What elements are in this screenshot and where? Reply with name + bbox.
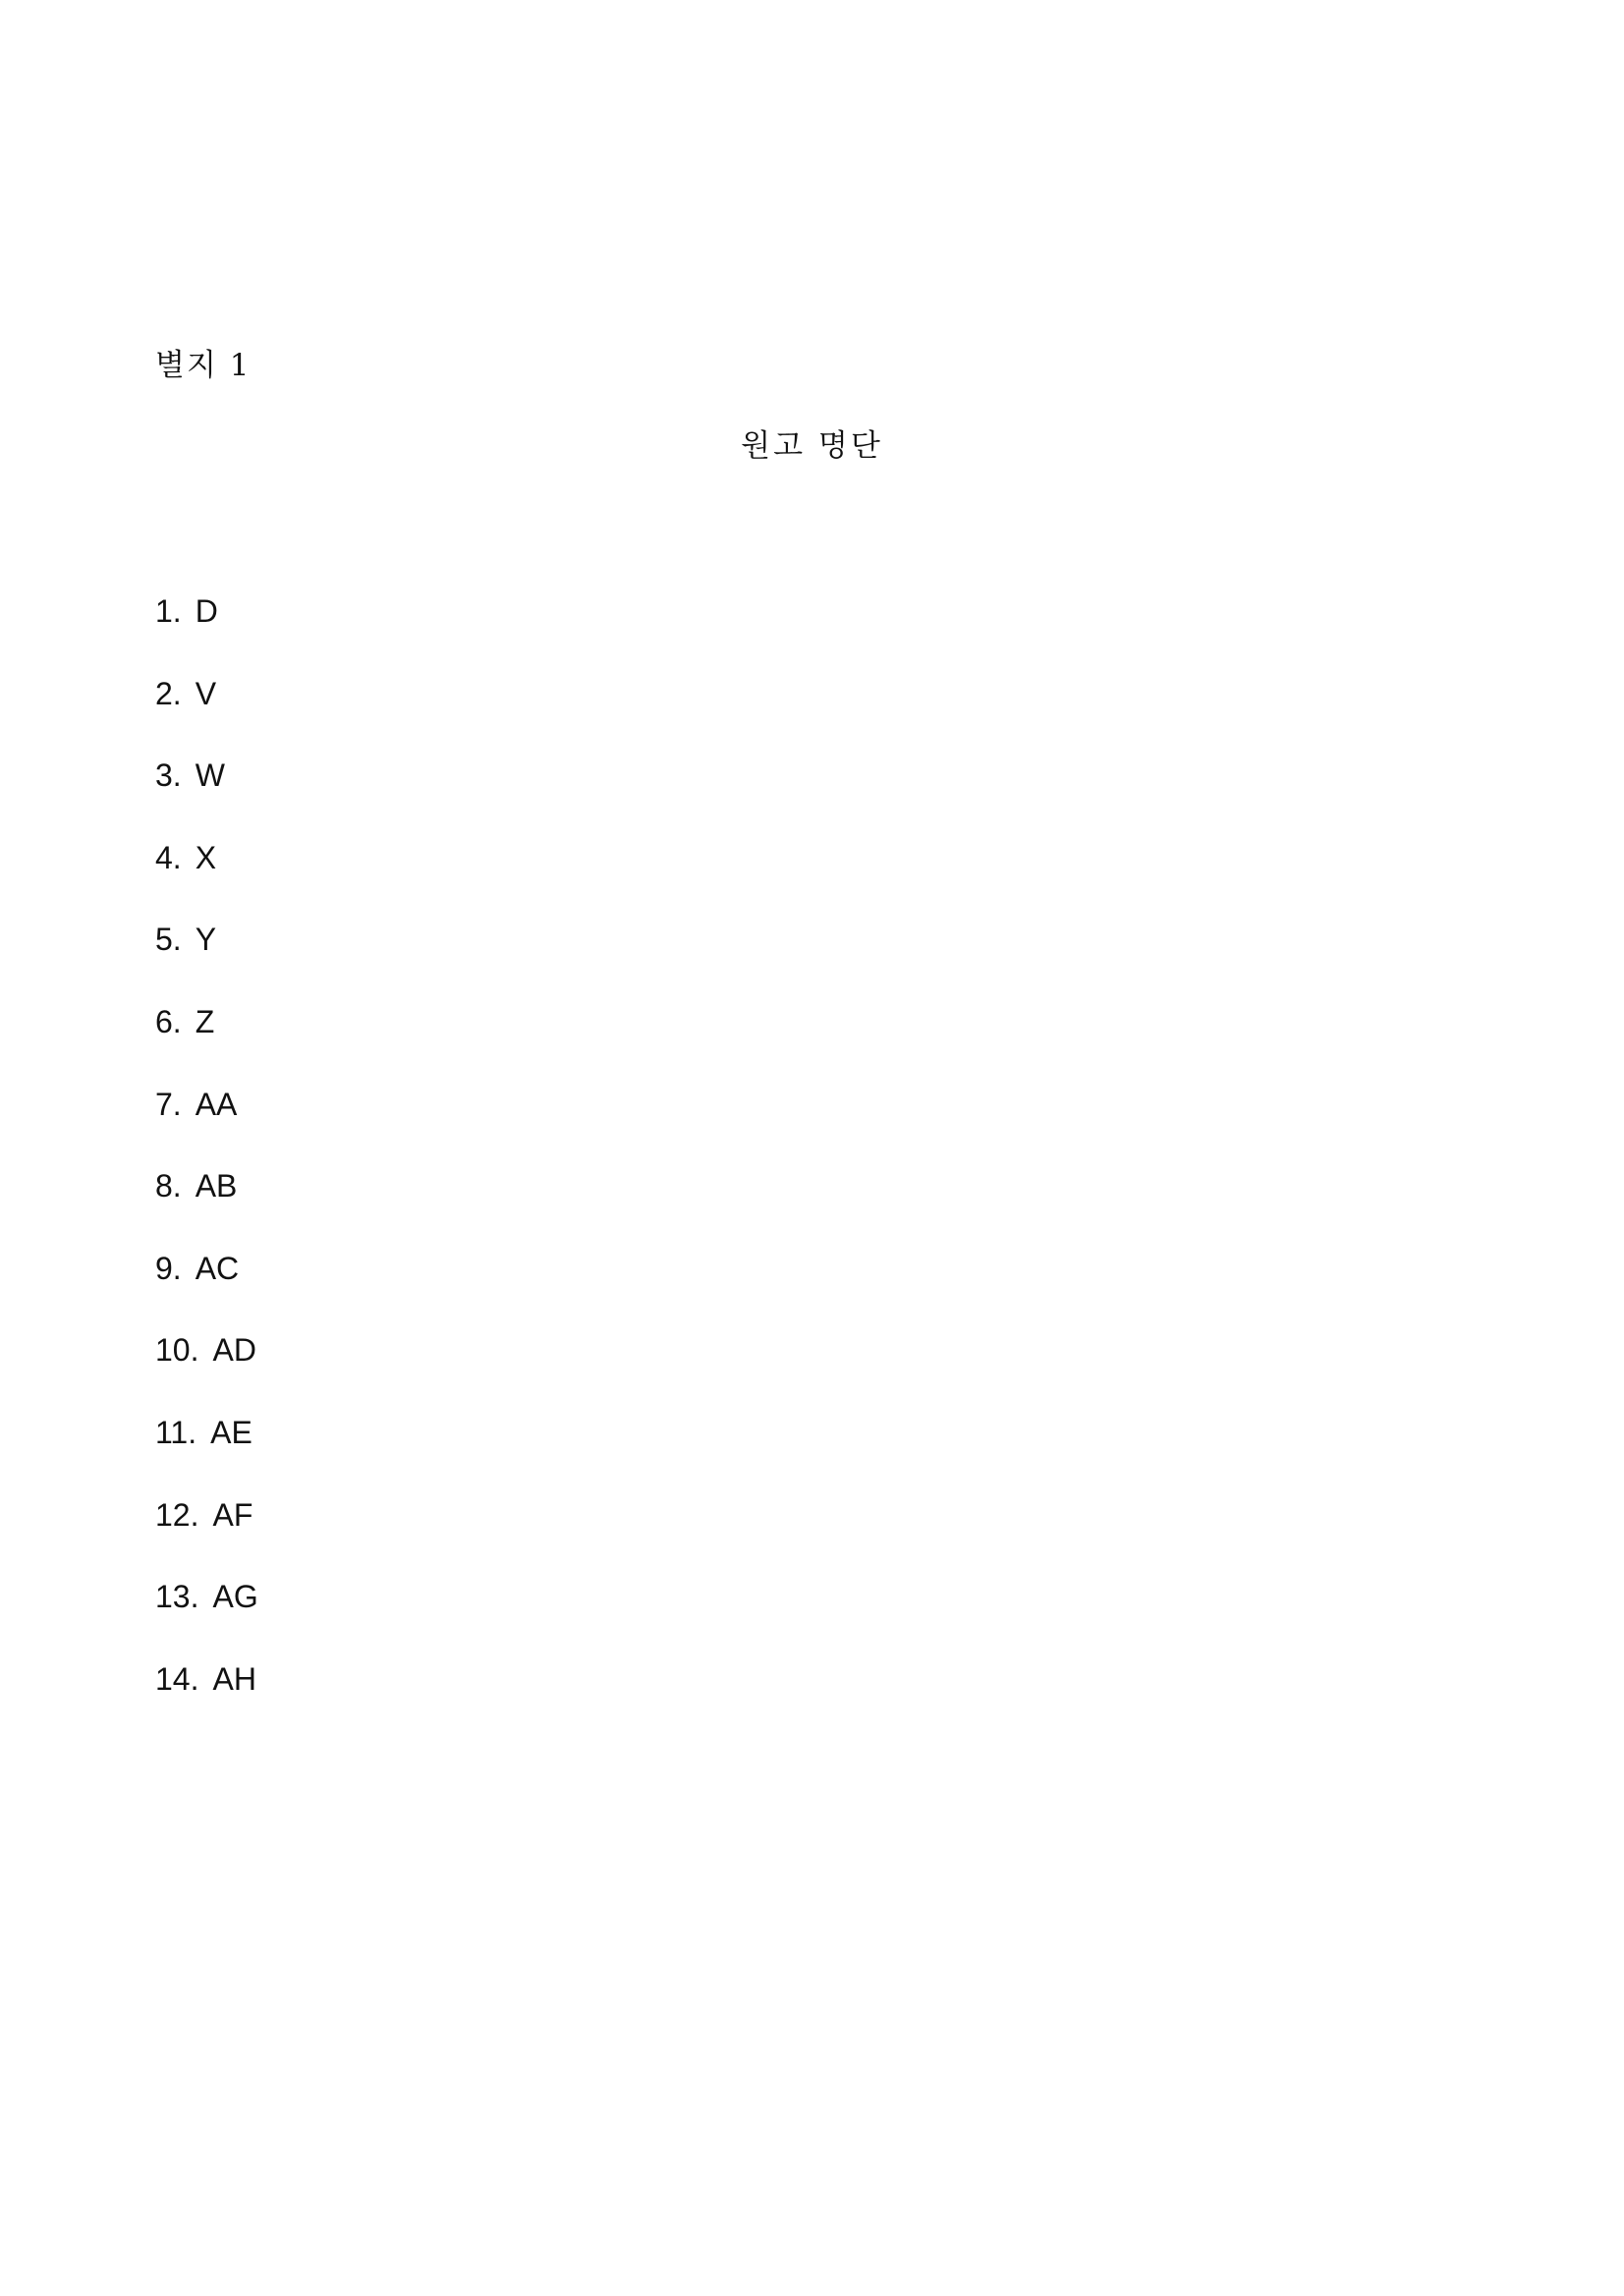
item-number: 10. — [155, 1332, 199, 1369]
item-number: 14. — [155, 1660, 199, 1697]
list-item — [155, 1164, 258, 1247]
item-number: 5. — [155, 922, 182, 958]
item-number: 13. — [155, 1579, 199, 1615]
item-number: 6. — [155, 1003, 182, 1039]
item-name: D — [195, 593, 218, 629]
item-name: AA — [195, 1086, 238, 1122]
list-item — [155, 918, 258, 1000]
list-item — [155, 1657, 258, 1740]
item-number: 1. — [155, 593, 182, 629]
item-name: AG — [212, 1579, 258, 1615]
list-item — [155, 754, 258, 836]
list-item — [155, 836, 258, 919]
item-name: Y — [195, 922, 217, 958]
item-number: 7. — [155, 1086, 182, 1122]
list-item — [155, 1575, 258, 1657]
item-name: AC — [195, 1250, 240, 1286]
item-number: 3. — [155, 757, 182, 794]
item-name: Z — [195, 1003, 215, 1039]
item-number: 9. — [155, 1250, 182, 1286]
list-item — [155, 1411, 258, 1493]
list-item — [155, 672, 258, 755]
list-item — [155, 1328, 258, 1411]
item-name: AE — [210, 1414, 252, 1450]
list-item — [155, 589, 258, 672]
list-item — [155, 1083, 258, 1165]
item-name: W — [195, 757, 225, 794]
page-title: 원고 명단 — [741, 428, 883, 464]
item-number: 12. — [155, 1496, 199, 1533]
item-number: 2. — [155, 675, 182, 711]
item-number: 8. — [155, 1168, 182, 1204]
item-number: 11. — [155, 1414, 197, 1450]
item-name: AF — [212, 1496, 253, 1533]
item-name: X — [195, 839, 217, 875]
plaintiff-list — [155, 589, 258, 1739]
item-name: AH — [212, 1660, 256, 1697]
list-item — [155, 1000, 258, 1083]
list-item — [155, 1247, 258, 1329]
item-name: AB — [195, 1168, 238, 1204]
item-name: V — [195, 675, 217, 711]
attachment-label: 별지 1 — [155, 348, 252, 383]
item-name: AD — [212, 1332, 256, 1369]
item-number: 4. — [155, 839, 182, 875]
list-item — [155, 1493, 258, 1576]
